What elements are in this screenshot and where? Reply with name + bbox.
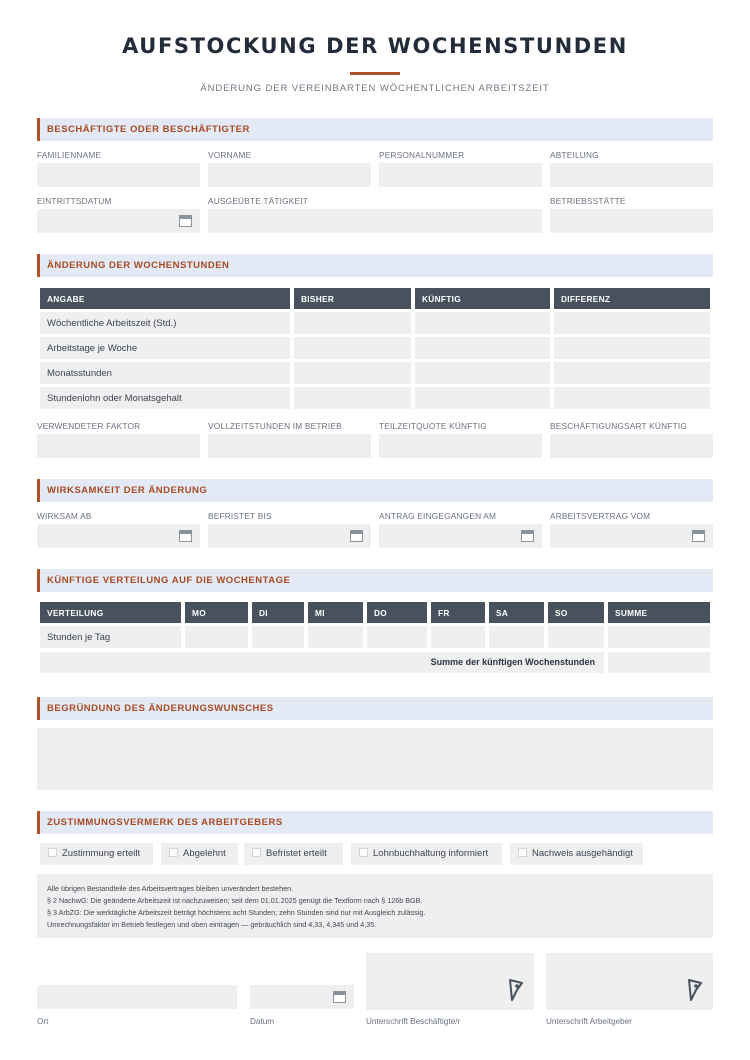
pen-nib-icon (508, 978, 524, 1002)
calendar-icon[interactable] (692, 530, 705, 542)
label-ort: Ort (37, 1017, 49, 1026)
section-distribution (37, 569, 713, 592)
row-label-stunden-je-tag: Stunden je Tag (40, 626, 181, 648)
th-kuenftig: KÜNFTIG (415, 288, 550, 309)
checkbox-label: Befristet erteilt (266, 848, 327, 859)
row-label-monatsstunden: Monatsstunden (40, 362, 290, 384)
label-personalnummer: PERSONALNUMMER (379, 150, 465, 160)
cell-fr[interactable] (431, 626, 485, 648)
label-wirksam-ab: WIRKSAM AB (37, 511, 92, 521)
checkbox-box[interactable] (48, 848, 57, 857)
wirksam-ab-field[interactable] (37, 524, 200, 548)
section-reason (37, 697, 713, 720)
checkbox-label: Abgelehnt (183, 848, 226, 859)
cell-summe[interactable] (608, 626, 710, 648)
calendar-icon[interactable] (179, 215, 192, 227)
cell-differenz[interactable] (554, 387, 710, 409)
faktor-field[interactable] (37, 434, 200, 458)
label-vorname: VORNAME (208, 150, 252, 160)
sum-label: Summe der künftigen Wochenstunden (40, 652, 604, 673)
note-line: Alle übrigen Bestandteile des Arbeitsvertrages bleiben unverändert bestehen. (47, 884, 294, 893)
label-befristet-bis: BEFRISTET BIS (208, 511, 272, 521)
cell-bisher[interactable] (294, 362, 411, 384)
section-effective (37, 479, 713, 502)
cell-kuenftig[interactable] (415, 387, 550, 409)
section-change (37, 254, 713, 277)
th-mi: MI (308, 602, 363, 623)
personalnummer-field[interactable] (379, 163, 542, 187)
label-datum: Datum (250, 1017, 275, 1026)
label-art: BESCHÄFTIGUNGSART KÜNFTIG (550, 421, 687, 431)
cell-so[interactable] (548, 626, 604, 648)
betriebsstaette-field[interactable] (550, 209, 713, 233)
row-label-wochenstunden: Wöchentliche Arbeitszeit (Std.) (40, 312, 290, 334)
calendar-icon[interactable] (521, 530, 534, 542)
cell-kuenftig[interactable] (415, 362, 550, 384)
checkbox-box[interactable] (169, 848, 178, 857)
checkbox-label: Zustimmung erteilt (62, 848, 141, 859)
title-underline (350, 72, 400, 75)
label-vertrag: ARBEITSVERTRAG VOM (550, 511, 651, 521)
checkbox-befristet[interactable] (244, 843, 343, 865)
cell-sa[interactable] (489, 626, 544, 648)
row-label-arbeitstage: Arbeitstage je Woche (40, 337, 290, 359)
art-field[interactable] (550, 434, 713, 458)
checkbox-nachweis[interactable] (510, 843, 643, 865)
section-title: ZUSTIMMUNGSVERMERK DES ARBEITGEBERS (47, 817, 283, 828)
legal-notes (37, 874, 713, 938)
abteilung-field[interactable] (550, 163, 713, 187)
cell-kuenftig[interactable] (415, 337, 550, 359)
calendar-icon[interactable] (350, 530, 363, 542)
cell-summe-total[interactable] (608, 652, 710, 673)
checkbox-abgelehnt[interactable] (161, 843, 238, 865)
th-fr: FR (431, 602, 485, 623)
calendar-icon[interactable] (179, 530, 192, 542)
section-employee (37, 118, 713, 141)
label-eintrittsdatum: EINTRITTSDATUM (37, 196, 112, 206)
checkbox-label: Nachweis ausgehändigt (532, 848, 633, 859)
th-sa: SA (489, 602, 544, 623)
cell-mo[interactable] (185, 626, 248, 648)
checkbox-box[interactable] (359, 848, 368, 857)
cell-kuenftig[interactable] (415, 312, 550, 334)
label-signature-employer: Unterschrift Arbeitgeber (546, 1017, 633, 1026)
checkbox-zustimmung[interactable] (40, 843, 153, 865)
checkbox-box[interactable] (252, 848, 261, 857)
label-signature-employee: Unterschrift Beschäftigte/r (366, 1017, 461, 1026)
signature-employer-field[interactable] (546, 953, 713, 1010)
cell-differenz[interactable] (554, 337, 710, 359)
page-title: AUFSTOCKUNG DER WOCHENSTUNDEN (122, 34, 628, 58)
note-line: Umrechnungsfaktor im Betrieb festlegen und oben eintragen — gebräuchlich sind 4,33, 4,345 und 4,35. (47, 920, 377, 929)
label-faktor: VERWENDETER FAKTOR (37, 421, 141, 431)
label-taetigkeit: AUSGEÜBTE TÄTIGKEIT (208, 196, 308, 206)
label-betriebsstaette: BETRIEBSSTÄTTE (550, 196, 626, 206)
section-title: BEGRÜNDUNG DES ÄNDERUNGSWUNSCHES (47, 703, 274, 714)
checkbox-label: Lohnbuchhaltung informiert (373, 848, 489, 859)
quote-field[interactable] (379, 434, 542, 458)
cell-do[interactable] (367, 626, 427, 648)
cell-bisher[interactable] (294, 387, 411, 409)
calendar-icon[interactable] (333, 991, 346, 1003)
datum-field[interactable] (250, 985, 354, 1009)
cell-differenz[interactable] (554, 312, 710, 334)
checkbox-box[interactable] (518, 848, 527, 857)
page-subtitle: ÄNDERUNG DER VEREINBARTEN WÖCHENTLICHEN ARBEITSZEIT (200, 83, 550, 94)
pen-nib-icon (687, 978, 703, 1002)
th-so: SO (548, 602, 604, 623)
th-angabe: ANGABE (40, 288, 290, 309)
section-title: KÜNFTIGE VERTEILUNG AUF DIE WOCHENTAGE (47, 575, 291, 586)
ort-field[interactable] (37, 985, 237, 1009)
note-line: § 2 NachwG: Die geänderte Arbeitszeit ist nachzuweisen; seit dem 01.01.2025 genügt die Textform nach § 126b BGB. (47, 896, 423, 905)
checkbox-lohnbuchhaltung[interactable] (351, 843, 502, 865)
th-bisher: BISHER (294, 288, 411, 309)
section-title: ÄNDERUNG DER WOCHENSTUNDEN (47, 260, 230, 271)
reason-textarea[interactable] (37, 728, 713, 790)
note-line: § 3 ArbZG: Die werktägliche Arbeitszeit beträgt höchstens acht Stunden; zehn Stunden sind nur mit Ausgleich zulässig. (47, 908, 426, 917)
th-di: DI (252, 602, 304, 623)
antrag-field[interactable] (379, 524, 542, 548)
label-antrag: ANTRAG EINGEGANGEN AM (379, 511, 497, 521)
vertrag-field[interactable] (550, 524, 713, 548)
th-mo: MO (185, 602, 248, 623)
row-label-lohn: Stundenlohn oder Monatsgehalt (40, 387, 290, 409)
vorname-field[interactable] (208, 163, 371, 187)
cell-di[interactable] (252, 626, 304, 648)
th-verteilung: VERTEILUNG (40, 602, 181, 623)
vollzeit-field[interactable] (208, 434, 371, 458)
cell-differenz[interactable] (554, 362, 710, 384)
cell-bisher[interactable] (294, 337, 411, 359)
eintrittsdatum-field[interactable] (37, 209, 200, 233)
label-abteilung: ABTEILUNG (550, 150, 599, 160)
th-do: DO (367, 602, 427, 623)
th-differenz: DIFFERENZ (554, 288, 710, 309)
taetigkeit-field[interactable] (208, 209, 542, 233)
th-summe: SUMME (608, 602, 710, 623)
label-vollzeit: VOLLZEITSTUNDEN IM BETRIEB (208, 421, 342, 431)
section-approval (37, 811, 713, 834)
befristet-bis-field[interactable] (208, 524, 371, 548)
cell-bisher[interactable] (294, 312, 411, 334)
section-title: WIRKSAMKEIT DER ÄNDERUNG (47, 485, 208, 496)
cell-mi[interactable] (308, 626, 363, 648)
section-title: BESCHÄFTIGTE ODER BESCHÄFTIGTER (47, 124, 250, 135)
familienname-field[interactable] (37, 163, 200, 187)
label-quote: TEILZEITQUOTE KÜNFTIG (379, 421, 487, 431)
signature-employee-field[interactable] (366, 953, 534, 1010)
label-familienname: FAMILIENNAME (37, 150, 102, 160)
